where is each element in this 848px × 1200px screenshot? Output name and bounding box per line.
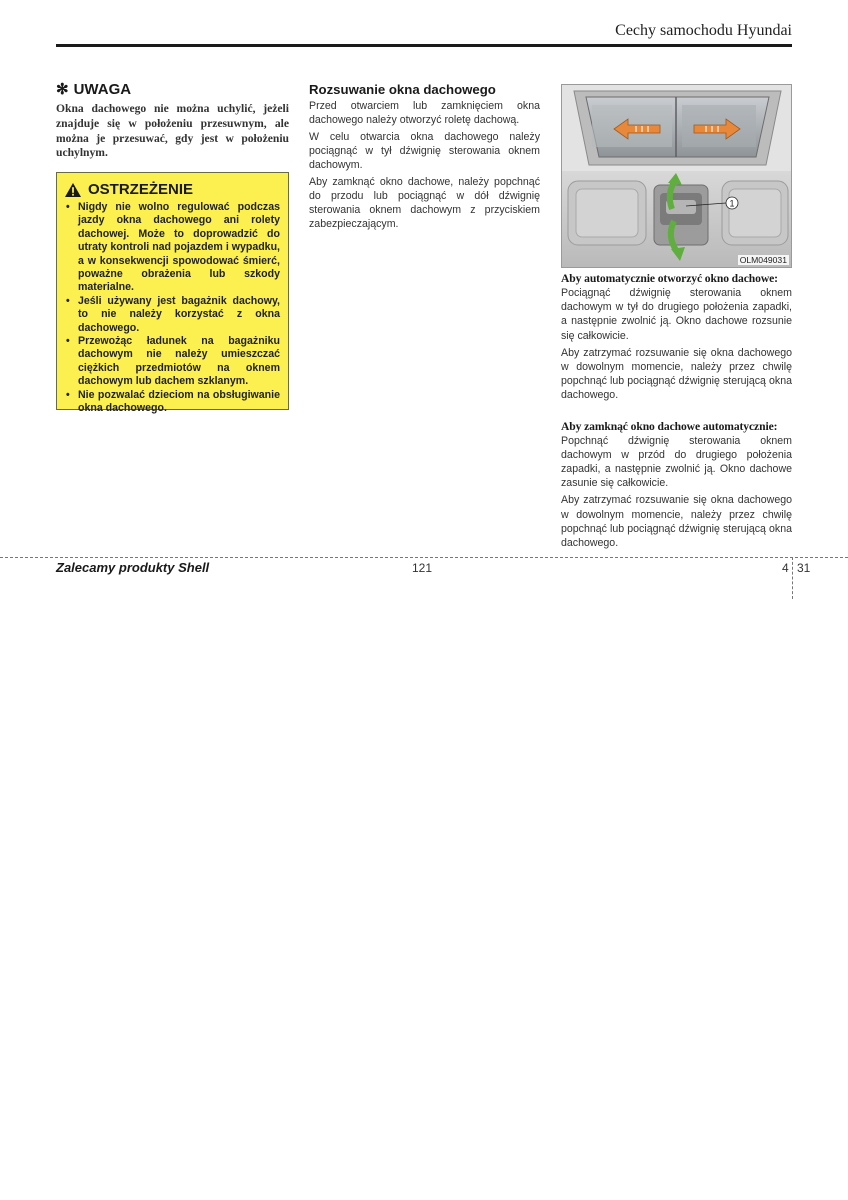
auto-open-heading: Aby automatycznie otworzyć okno dachowe: [561,272,778,285]
figure-code: OLM049031 [739,255,787,265]
callout-label: 1 [729,198,735,209]
sunroof-photo [562,85,792,268]
warning-item: • Jeśli używany jest bagażnik dachowy, to nie należy korzystać z okna dachowego. [64,295,280,335]
section-paragraph: W celu otwarcia okna dachowego należy pociągnąć w tył dźwignię sterowania oknem dachowym. [309,131,540,171]
note-block [56,80,289,161]
header-rule [56,44,792,47]
footer-vertical-divider [792,557,793,599]
footer-section-number: 4 [782,561,789,575]
footer-section-page: 31 [797,561,811,575]
auto-close-heading: Aby zamknąć okno dachowe automatycznie: [561,419,778,433]
section-title: Rozsuwanie okna dachowego [309,82,496,97]
running-header: Cechy samochodu Hyundai [615,22,792,39]
warning-item: • Przewożąc ładunek na bagażniku dachowym nie należy umieszczać ciężkich przedmiotów na oknem dachowym lub dachem szklanym. [64,335,280,389]
warning-box [56,172,289,415]
auto-close-paragraph: Aby zatrzymać rozsuwanie się okna dachowego w dowolnym momencie, należy przez chwilę popchnąć lub pociągnąć dźwignię sterującą okna dachowego. [561,494,792,550]
auto-open-paragraph: Pociągnąć dźwignię sterowania oknem dachowym w tył do drugiego położenia zapadki, a następnie zwolnić ją. Okno dachowe rozsunie się całkowicie. [561,287,792,342]
asterisk-icon: ✻ [56,81,69,98]
warning-list [64,201,280,416]
note-body: Okna dachowego nie można uchylić, jeżeli znajduje się w położeniu przesuwnym, ale można je przesuwać, gdy jest w położeniu uchylnym. [56,102,289,160]
note-heading [56,80,289,98]
note-title: UWAGA [73,80,132,98]
section-column [309,82,540,234]
instructions-column [561,272,792,553]
warning-item: • Nie pozwalać dzieciom na obsługiwanie okna dachowego. [64,389,280,416]
section-paragraph: Aby zamknąć okno dachowe, należy popchnąć do przodu lub pociągnąć w dół dźwignię sterowania oknem dachowym z przyciskiem zabezpieczającym. [309,176,540,230]
footer-page-number: 121 [412,561,433,575]
sunroof-illustration [561,84,792,268]
footer-divider [0,557,848,558]
warning-item: • Nigdy nie wolno regulować podczas jazdy okna dachowego ani rolety dachowej. Może to doprowadzić do utraty kontroli nad pojazdem i wypadku, a w konsekwencji spowodować śmierć, poważne obrażenia lub szkody materialne. [64,201,280,295]
warning-title: OSTRZEŻENIE [88,181,194,198]
section-paragraph: Przed otwarciem lub zamknięciem okna dachowego należy otworzyć roletę dachową. [309,100,540,126]
warning-heading [64,181,280,198]
warning-triangle-icon [64,182,82,198]
footer-brand: Zalecamy produkty Shell [56,560,210,575]
auto-close-paragraph: Popchnąć dźwignię sterowania oknem dachowym w przód do drugiego położenia zapadki, a następnie zwolnić ją. Okno dachowe zasunie się całkowicie. [561,434,792,490]
auto-open-paragraph: Aby zatrzymać rozsuwanie się okna dachowego w dowolnym momencie, należy przez chwilę popchnąć lub pociągnąć dźwignię sterującą okna dachowego. [561,346,792,402]
